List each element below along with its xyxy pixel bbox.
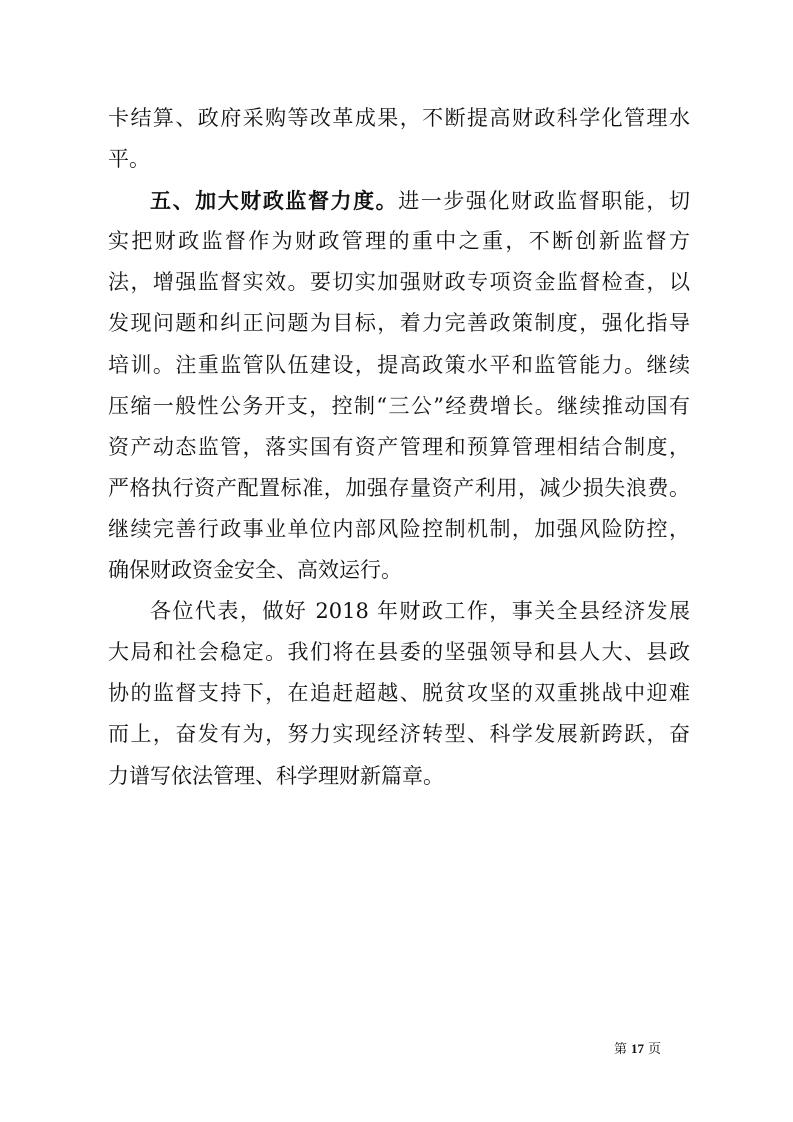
- page-number-prefix: 第: [614, 1042, 628, 1057]
- page-number: [614, 1041, 661, 1058]
- page-number-value: 17: [631, 1041, 645, 1056]
- text-line: 而上，奋发有为，努力实现经济转型、科学发展新跨跃，奋: [108, 722, 690, 747]
- text-line: 发现问题和纠正问题为目标，着力完善政策制度，强化指导: [108, 311, 690, 336]
- text-line: 确保财政资金安全、高效运行。: [108, 558, 402, 583]
- text-line: 压缩一般性公务开支，控制“三公”经费增长。继续推动国有: [108, 393, 690, 418]
- text-line: 力谱写依法管理、科学理财新篇章。: [108, 763, 444, 788]
- text-line: 培训。注重监管队伍建设，提高政策水平和监管能力。继续: [108, 352, 690, 377]
- text-line: 卡结算、政府采购等改革成果，不断提高财政科学化管理水: [108, 106, 690, 130]
- text-line: 资产动态监管，落实国有资产管理和预算管理相结合制度，: [108, 434, 690, 459]
- text-line: 法，增强监督实效。要切实加强财政专项资金监督检查，以: [108, 270, 690, 295]
- page-number-suffix: 页: [648, 1042, 662, 1057]
- section-five-first-line-text: 进一步强化财政监督职能，切: [398, 189, 691, 214]
- text-line: 大局和社会稳定。我们将在县委的坚强领导和县人大、县政: [108, 640, 690, 665]
- closing-first-line: 各位代表，做好 2018 年财政工作，事关全县经济发展: [150, 599, 690, 624]
- text-line: 严格执行资产配置标准，加强存量资产利用，减少损失浪费。: [108, 475, 690, 500]
- section-five-first-line: [108, 180, 690, 221]
- section-five-heading: 五、加大财政监督力度。: [150, 188, 399, 214]
- document-body: [108, 98, 690, 797]
- text-line: 协的监督支持下，在追赶超越、脱贫攻坚的双重挑战中迎难: [108, 681, 690, 706]
- text-line: 平。: [108, 147, 150, 172]
- text-line: 实把财政监督作为财政管理的重中之重，不断创新监督方: [108, 229, 690, 254]
- text-line: 继续完善行政事业单位内部风险控制机制，加强风险防控，: [108, 516, 690, 541]
